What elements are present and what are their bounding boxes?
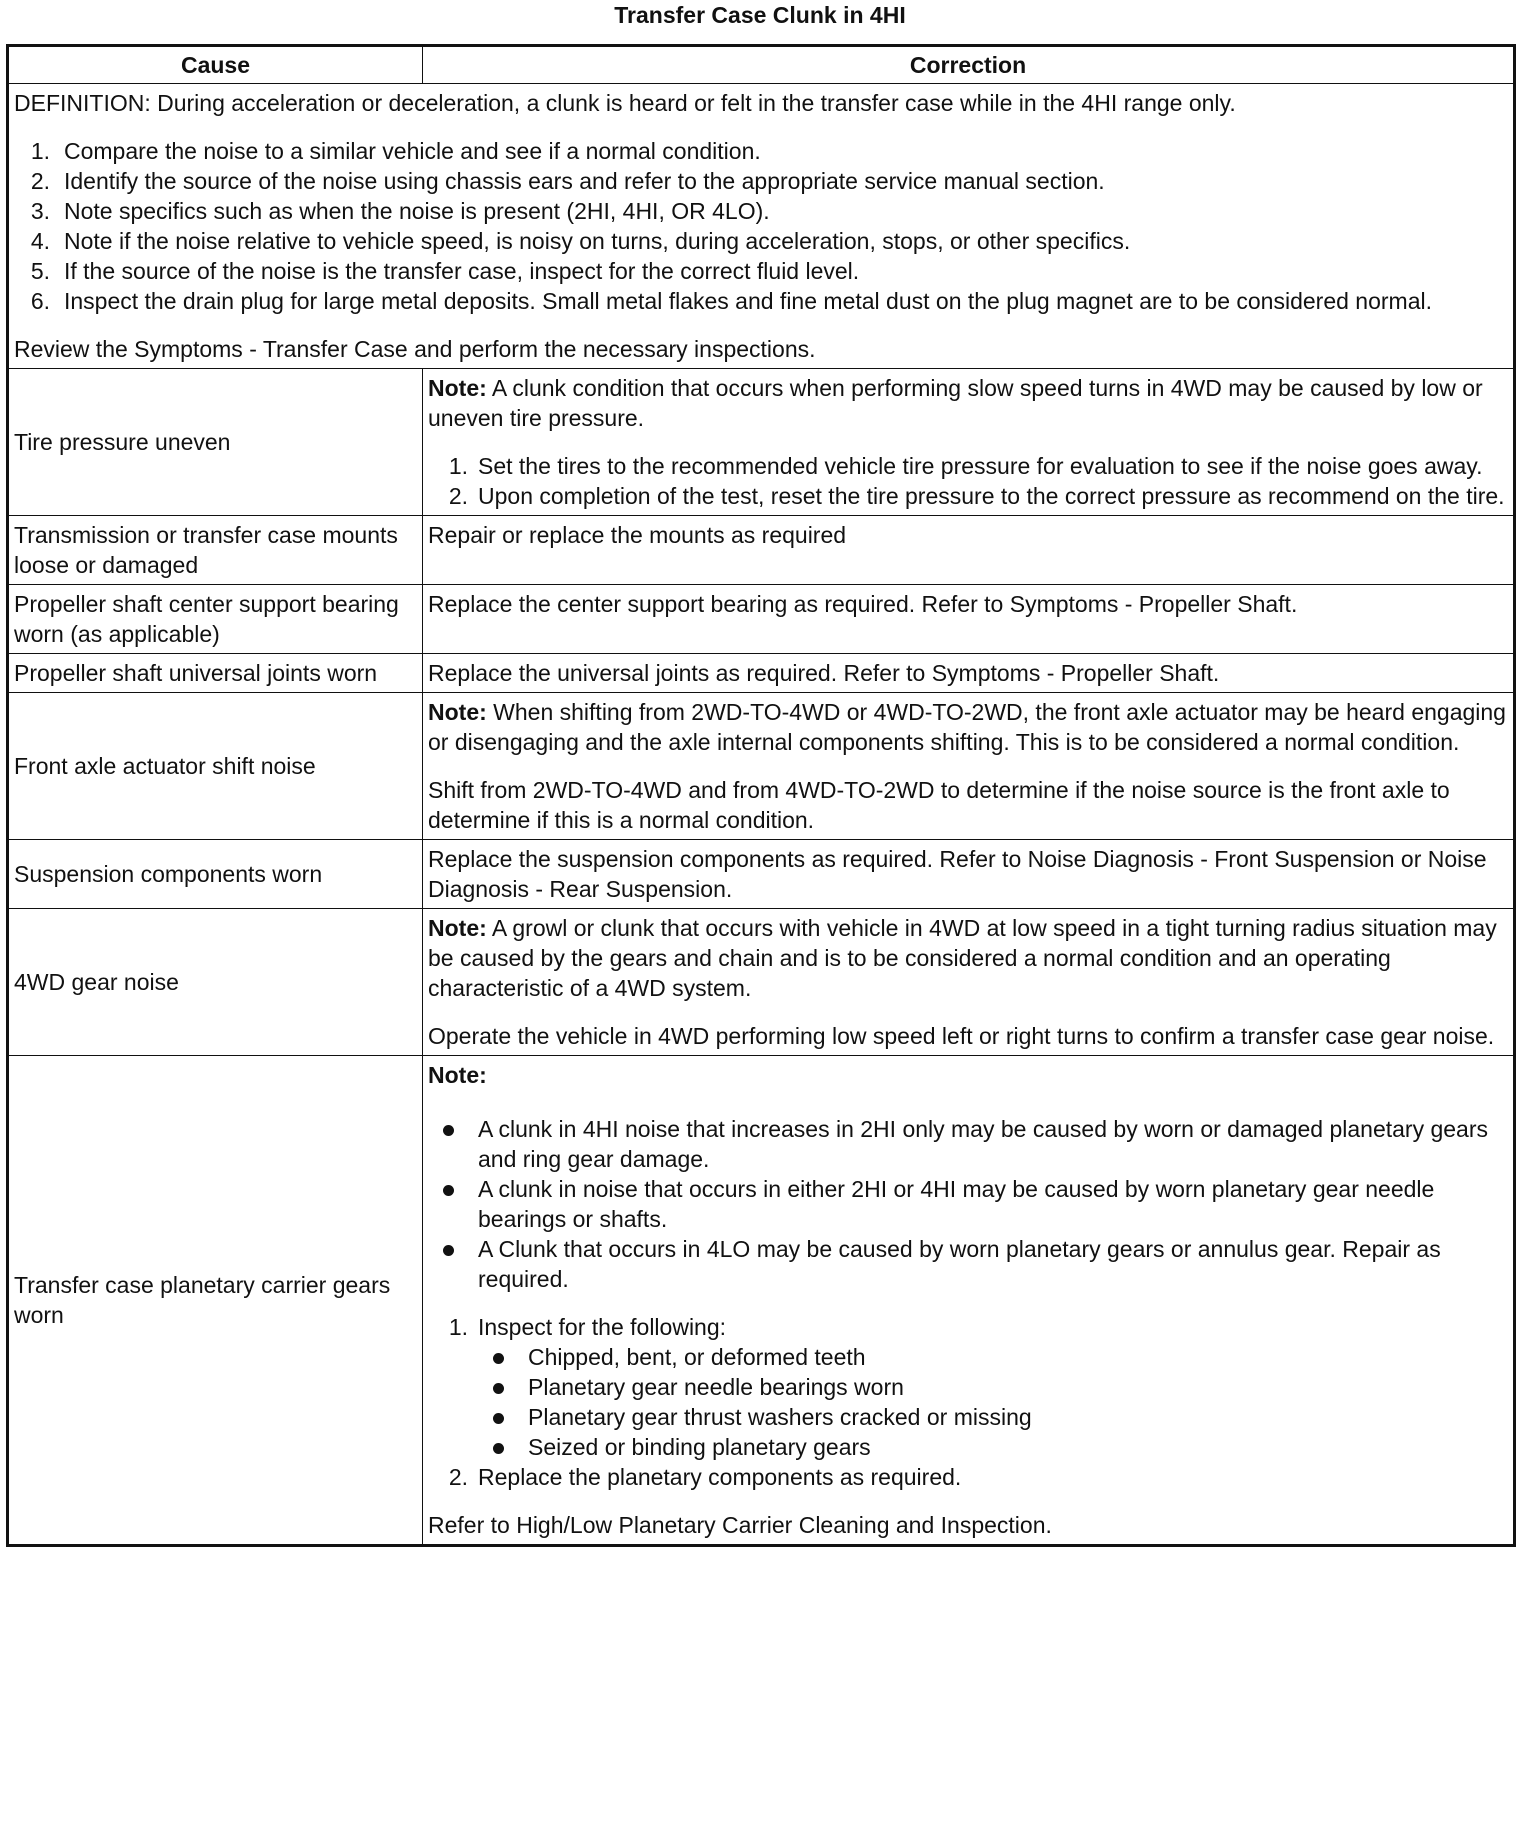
note-paragraph: Note: A clunk condition that occurs when performing slow speed turns in 4WD may be caused by low or uneven tire pressure. xyxy=(428,375,1483,431)
cause-cell: Propeller shaft center support bearing worn (as applicable) xyxy=(8,585,423,654)
bullet-icon xyxy=(493,1413,504,1424)
correction-cell xyxy=(423,909,1515,1056)
correction-cell: Replace the suspension components as required. Refer to Noise Diagnosis - Front Suspension or Noise Diagnosis - Rear Suspension. xyxy=(423,840,1515,909)
list-item: 2. Replace the planetary components as required. xyxy=(448,1464,962,1490)
cause-cell: Front axle actuator shift noise xyxy=(8,693,423,840)
note-paragraph: Note: When shifting from 2WD-TO-4WD or 4WD-TO-2WD, the front axle actuator may be heard engaging or disengaging and the axle internal components shifting. This is to be considered a normal condition. xyxy=(428,699,1506,755)
list-item: 6. Inspect the drain plug for large metal deposits. Small metal flakes and fine metal dust on the plug magnet are to be considered normal. xyxy=(30,288,1432,314)
correction-closing: Refer to High/Low Planetary Carrier Cleaning and Inspection. xyxy=(428,1512,1052,1538)
table-row xyxy=(8,840,1515,909)
document-title: Transfer Case Clunk in 4HI xyxy=(614,2,906,28)
definition-steps xyxy=(14,136,1508,316)
list-item: 2. Identify the source of the noise using chassis ears and refer to the appropriate service manual section. xyxy=(30,168,1105,194)
definition-cell xyxy=(8,84,1515,369)
list-item: 2. Upon completion of the test, reset the tire pressure to the correct pressure as recommend on the tire. xyxy=(448,483,1505,509)
bullet-icon xyxy=(493,1443,504,1454)
cause-column-header: Cause xyxy=(8,46,423,84)
correction-steps xyxy=(428,1312,1508,1492)
table-row xyxy=(8,909,1515,1056)
list-item: A Clunk that occurs in 4LO may be caused by worn planetary gears or annulus gear. Repair as required. xyxy=(428,1234,1508,1294)
cause-cell: Tire pressure uneven xyxy=(8,369,423,516)
note-label: Note: xyxy=(428,1062,487,1088)
list-item: Planetary gear needle bearings worn xyxy=(478,1372,1508,1402)
bullet-icon xyxy=(443,1245,454,1256)
definition-text: DEFINITION: During acceleration or deceleration, a clunk is heard or felt in the transfer case while in the 4HI range only. xyxy=(14,90,1236,116)
note-bullets xyxy=(428,1114,1508,1294)
list-item: Chipped, bent, or deformed teeth xyxy=(478,1342,1508,1372)
list-item: 4. Note if the noise relative to vehicle speed, is noisy on turns, during acceleration, stops, or other specifics. xyxy=(30,228,1131,254)
cause-cell: 4WD gear noise xyxy=(8,909,423,1056)
note-paragraph: Note: A growl or clunk that occurs with vehicle in 4WD at low speed in a tight turning radius situation may be caused by the gears and chain and is to be considered a normal condition and an operating characteristic of a 4WD system. xyxy=(428,915,1497,1001)
list-item: 1. Inspect for the following: Chipped, bent, or deformed teeth Planetary gear needle bearings worn Planetary gear thrust washers cracked or missing Seized or binding planetary gears xyxy=(428,1312,1508,1462)
table-row xyxy=(8,693,1515,840)
bullet-icon xyxy=(493,1353,504,1364)
table-row xyxy=(8,369,1515,516)
list-item: A clunk in 4HI noise that increases in 2HI only may be caused by worn or damaged planetary gears and ring gear damage. xyxy=(428,1114,1508,1174)
table-row xyxy=(8,654,1515,693)
correction-cell xyxy=(423,693,1515,840)
inspection-sub-bullets xyxy=(478,1342,1508,1462)
bullet-icon xyxy=(493,1383,504,1394)
definition-closing: Review the Symptoms - Transfer Case and perform the necessary inspections. xyxy=(14,336,816,362)
table-row xyxy=(8,516,1515,585)
correction-cell xyxy=(423,369,1515,516)
cause-cell: Transmission or transfer case mounts loose or damaged xyxy=(8,516,423,585)
correction-column-header: Correction xyxy=(423,46,1515,84)
correction-cell: Replace the universal joints as required. Refer to Symptoms - Propeller Shaft. xyxy=(423,654,1515,693)
correction-steps xyxy=(428,451,1508,511)
definition-row xyxy=(8,84,1515,369)
correction-paragraph: Operate the vehicle in 4WD performing low speed left or right turns to confirm a transfer case gear noise. xyxy=(428,1023,1495,1049)
list-item: 1. Compare the noise to a similar vehicle and see if a normal condition. xyxy=(30,138,761,164)
correction-cell: Repair or replace the mounts as required xyxy=(423,516,1515,585)
cause-cell: Propeller shaft universal joints worn xyxy=(8,654,423,693)
table-header-row xyxy=(8,46,1515,84)
bullet-icon xyxy=(443,1185,454,1196)
table-row xyxy=(8,585,1515,654)
list-item: 1. Set the tires to the recommended vehicle tire pressure for evaluation to see if the noise goes away. xyxy=(448,453,1483,479)
list-item: 3. Note specifics such as when the noise is present (2HI, 4HI, OR 4LO). xyxy=(30,198,770,224)
list-item: 5. If the source of the noise is the transfer case, inspect for the correct fluid level. xyxy=(30,258,860,284)
list-item: A clunk in noise that occurs in either 2HI or 4HI may be caused by worn planetary gear needle bearings or shafts. xyxy=(428,1174,1508,1234)
diagnosis-table xyxy=(6,44,1516,1547)
list-item: Seized or binding planetary gears xyxy=(478,1432,1508,1462)
cause-cell: Transfer case planetary carrier gears worn xyxy=(8,1056,423,1546)
list-item: Planetary gear thrust washers cracked or missing xyxy=(478,1402,1508,1432)
table-row xyxy=(8,1056,1515,1546)
correction-paragraph: Shift from 2WD-TO-4WD and from 4WD-TO-2WD to determine if the noise source is the front axle to determine if this is a normal condition. xyxy=(428,777,1450,833)
bullet-icon xyxy=(443,1125,454,1136)
correction-cell xyxy=(423,1056,1515,1546)
cause-cell: Suspension components worn xyxy=(8,840,423,909)
correction-cell: Replace the center support bearing as required. Refer to Symptoms - Propeller Shaft. xyxy=(423,585,1515,654)
